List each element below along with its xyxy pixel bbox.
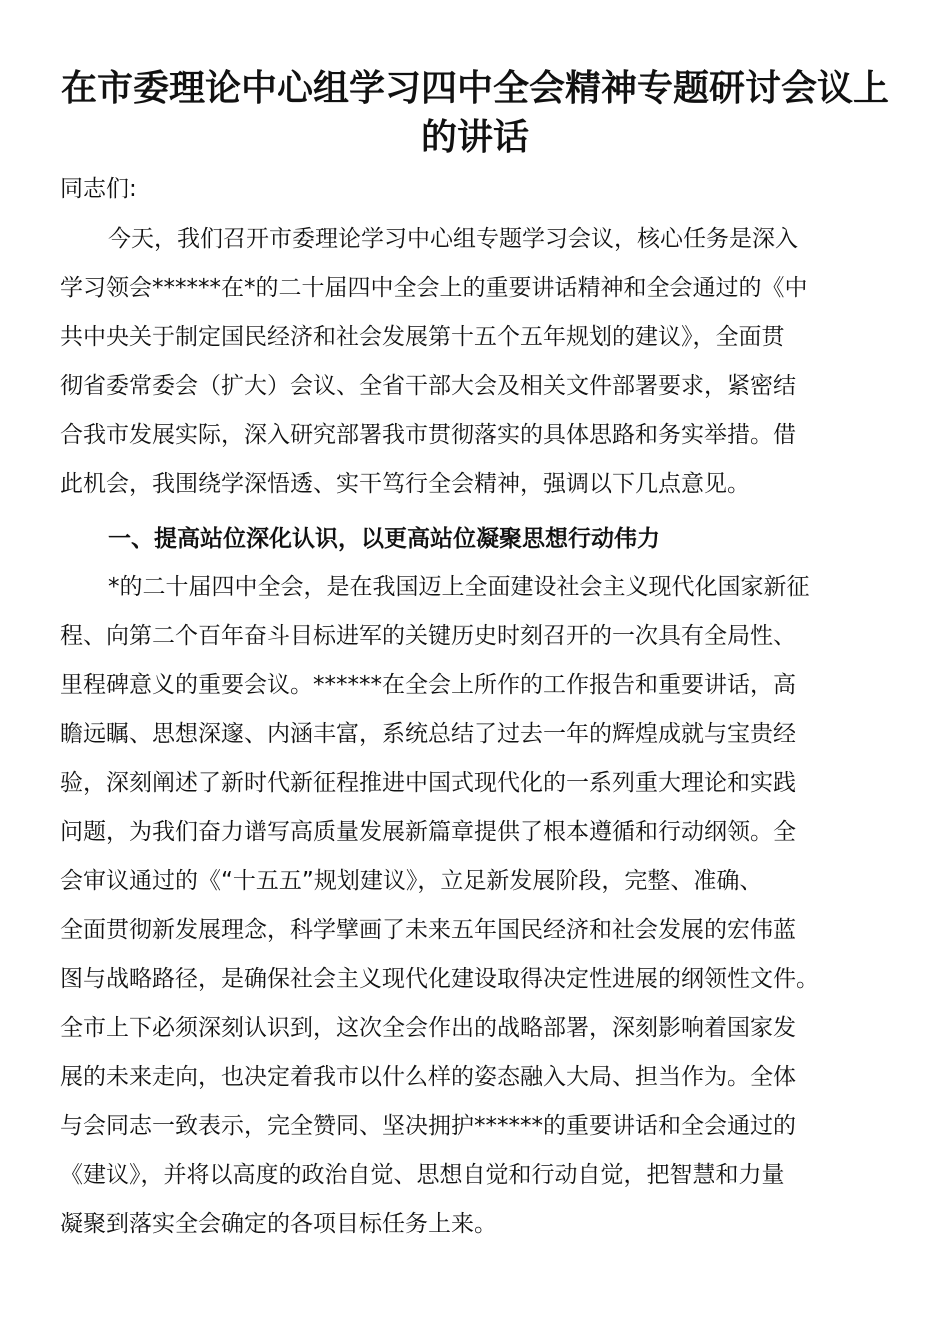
- paragraph-line: 此机会，我围绕学深悟透、实干笃行全会精神，强调以下几点意见。: [60, 471, 750, 497]
- paragraph-line: 会审议通过的《“十五五”规划建议》，立足新发展阶段，完整、准确、: [60, 868, 763, 894]
- paragraph-line: 彻省委常委会（扩大）会议、全省干部大会及相关文件部署要求，紧密结: [60, 373, 796, 399]
- paragraph-line: 合我市发展实际，深入研究部署我市贯彻落实的具体思路和务实举措。借: [60, 422, 796, 448]
- paragraph-line: 共中央关于制定国民经济和社会发展第十五个五年规划的建议》，全面贯: [60, 324, 785, 350]
- section-heading: 一、提高站位深化认识，以更高站位凝聚思想行动伟力: [108, 526, 660, 552]
- paragraph-line: *的二十届四中全会，是在我国迈上全面建设社会主义现代化国家新征: [108, 574, 810, 600]
- paragraph-line: 瞻远瞩、思想深邃、内涵丰富，系统总结了过去一年的辉煌成就与宝贵经: [60, 721, 796, 747]
- paragraph-line: 全市上下必须深刻认识到，这次全会作出的战略部署，深刻影响着国家发: [60, 1015, 796, 1041]
- paragraph-line: 全面贯彻新发展理念，科学擘画了未来五年国民经济和社会发展的宏伟蓝: [60, 917, 796, 943]
- paragraph-line: 展的未来走向，也决定着我市以什么样的姿态融入大局、担当作为。全体: [60, 1064, 796, 1090]
- salutation: 同志们:: [60, 176, 137, 202]
- paragraph-line: 图与战略路径，是确保社会主义现代化建设取得决定性进展的纲领性文件。: [60, 966, 819, 992]
- paragraph-line: 与会同志一致表示，完全赞同、坚决拥护******的重要讲话和全会通过的: [60, 1113, 796, 1139]
- document-title-line-1: 在市委理论中心组学习四中全会精神专题研讨会议上: [60, 67, 889, 109]
- paragraph-1: [60, 215, 900, 515]
- paragraph-line: 《建议》，并将以高度的政治自觉、思想自觉和行动自觉，把智慧和力量: [60, 1162, 785, 1188]
- paragraph-line: 今天，我们召开市委理论学习中心组专题学习会议，核心任务是深入: [108, 226, 798, 252]
- paragraph-line: 验，深刻阐述了新时代新征程推进中国式现代化的一系列重大理论和实践: [60, 770, 796, 796]
- paragraph-line: 凝聚到落实全会确定的各项目标任务上来。: [60, 1211, 497, 1237]
- paragraph-line: 里程碑意义的重要会议。******在全会上所作的工作报告和重要讲话，高: [60, 672, 796, 698]
- paragraph-2: [60, 563, 900, 1253]
- document-title-line-2: 的讲话: [420, 116, 529, 158]
- paragraph-line: 程、向第二个百年奋斗目标进军的关键历史时刻召开的一次具有全局性、: [60, 623, 796, 649]
- paragraph-line: 问题，为我们奋力谱写高质量发展新篇章提供了根本遵循和行动纲领。全: [60, 819, 796, 845]
- paragraph-line: 学习领会******在*的二十届四中全会上的重要讲话精神和全会通过的《中: [60, 275, 808, 301]
